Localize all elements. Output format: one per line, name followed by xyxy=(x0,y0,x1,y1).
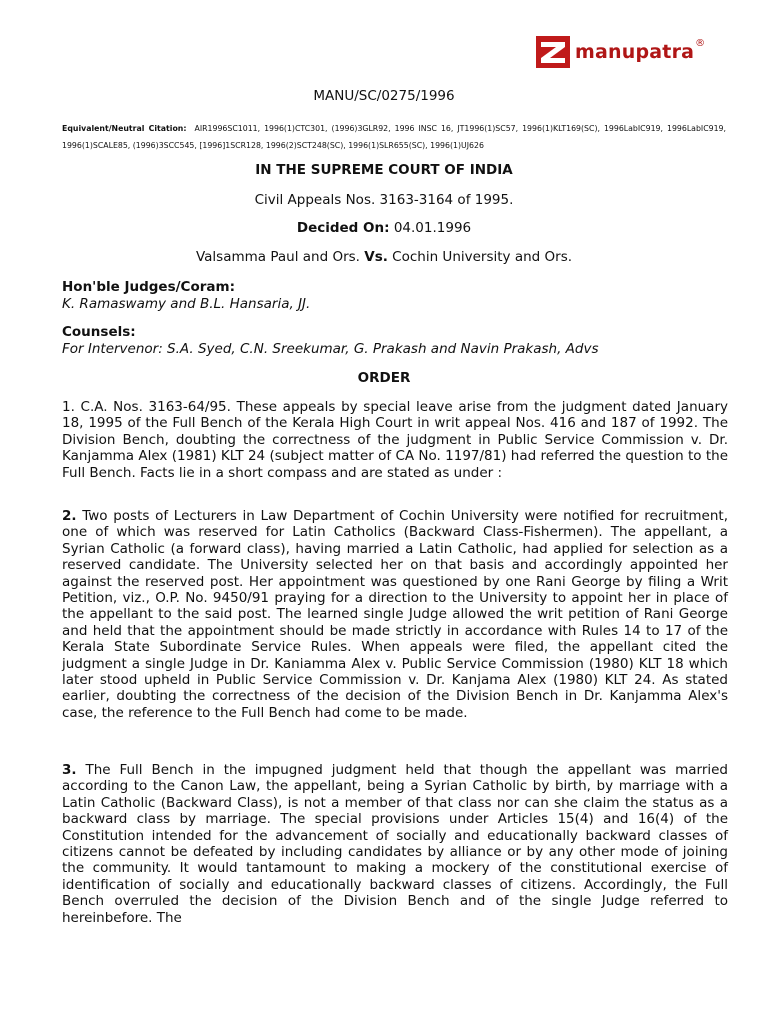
counsels-names: For Intervenor: S.A. Syed, C.N. Sreekumar, G. Prakash and Navin Prakash, Advs xyxy=(62,341,599,357)
registered-mark: ® xyxy=(695,37,706,49)
equivalent-text: AIR1996SC1011, 1996(1)CTC301, (1996)3GLR92, 1996 INSC 16, JT1996(1)SC57, 1996(1)KLT169(SC), 1996LabIC919, 1996LabIC919, 1996(1)SCALE85, (1996)3SCC545, [1996]1SCR128, 1996(2)SCT248(SC), 1996(1)SLR655(SC), 1996(1)UJ626 xyxy=(62,124,726,150)
judges-names: K. Ramaswamy and B.L. Hansaria, JJ. xyxy=(62,296,311,312)
court-name: IN THE SUPREME COURT OF INDIA xyxy=(255,162,513,178)
equivalent-label: Equivalent/Neutral Citation: xyxy=(62,124,187,133)
paragraph-2-number: 2. xyxy=(62,508,77,524)
counsels-section xyxy=(62,324,732,358)
paragraph-2 xyxy=(62,508,728,721)
paragraph-3 xyxy=(62,762,728,926)
paragraph-3-text: The Full Bench in the impugned judgment held that though the appellant was married according to the Canon Law, the appellant, being a Syrian Catholic by birth, by marriage with a Latin Catholic (Backward Class), is not a member of that class nor can she claim the status as a backward class by marriage. The special provisions under Articles 15(4) and 16(4) of the Constitution intended for the advancement of socially and educationally backward classes of citizens cannot be defeated by including candidates by alliance or by any other mode of joining the community. It would tantamount to making a mockery of the constitutional exercise of identification of socially and educationally backward classes of citizens. Accordingly, the Full Bench overruled the decision of the Division Bench and of the single Judge referred to hereinbefore. The xyxy=(62,762,728,926)
judges-section xyxy=(62,279,732,313)
versus: Vs. xyxy=(364,249,388,265)
paragraph-1 xyxy=(62,399,728,481)
paragraph-2-text: Two posts of Lecturers in Law Department of Cochin University were notified for recruitment, one of which was reserved for Latin Catholics (Backward Class-Fishermen). The appellant, a Syrian Catholic (a forward class), having married a Latin Catholic, had applied for selection as a reserved candidate. The University selected her on that basis and accordingly appointed her against the reserved post. Her appointment was questioned by one Rani George by filing a Writ Petition, viz., O.P. No. 9450/91 praying for a direction to the University to appoint her in place of the appellant to the said post. The learned single Judge allowed the writ petition of Rani George and held that the appointment should be made strictly in accordance with Rules 14 to 17 of the Kerala State Subordinate Service Rules. When appeals were filed, the appellant cited the judgment a single Judge in Dr. Kaniamma Alex v. Public Service Commission (1980) KLT 18 which later stood upheld in Public Service Commission v. Dr. Kanjama Alex (1980) KLT 24. As stated earlier, doubting the correctness of the decision of the Division Bench in Dr. Kanjamma Alex's case, the reference to the Full Bench had come to be made. xyxy=(62,508,728,721)
manupatra-logo-icon xyxy=(536,36,570,68)
paragraph-3-number: 3. xyxy=(62,762,77,778)
party-respondent: Cochin University and Ors. xyxy=(392,249,573,265)
paragraph-1-text: 1. C.A. Nos. 3163-64/95. These appeals by special leave arise from the judgment dated January 18, 1995 of the Full Bench of the Kerala High Court in writ appeal Nos. 416 and 187 of 1992. The Division Bench, doubting the correctness of the judgment in Public Service Commission v. Dr. Kanjamma Alex (1981) KLT 24 (subject matter of CA No. 1197/81) had referred the question to the Full Bench. Facts lie in a short compass and are stated as under : xyxy=(62,399,728,481)
judges-label: Hon'ble Judges/Coram: xyxy=(62,279,235,295)
appeals-line: Civil Appeals Nos. 3163-3164 of 1995. xyxy=(254,192,514,208)
decided-on-line xyxy=(0,220,768,236)
manupatra-logo xyxy=(536,36,705,68)
decided-date: 04.01.1996 xyxy=(393,220,472,236)
citation-id: MANU/SC/0275/1996 xyxy=(313,88,455,104)
order-heading: ORDER xyxy=(357,370,411,386)
equivalent-citations xyxy=(62,120,726,154)
party-appellant: Valsamma Paul and Ors. xyxy=(195,249,360,265)
logo-text: manupatra xyxy=(575,41,695,63)
parties-line xyxy=(0,249,768,265)
decided-label: Decided On: xyxy=(296,220,390,236)
counsels-label: Counsels: xyxy=(62,324,136,340)
